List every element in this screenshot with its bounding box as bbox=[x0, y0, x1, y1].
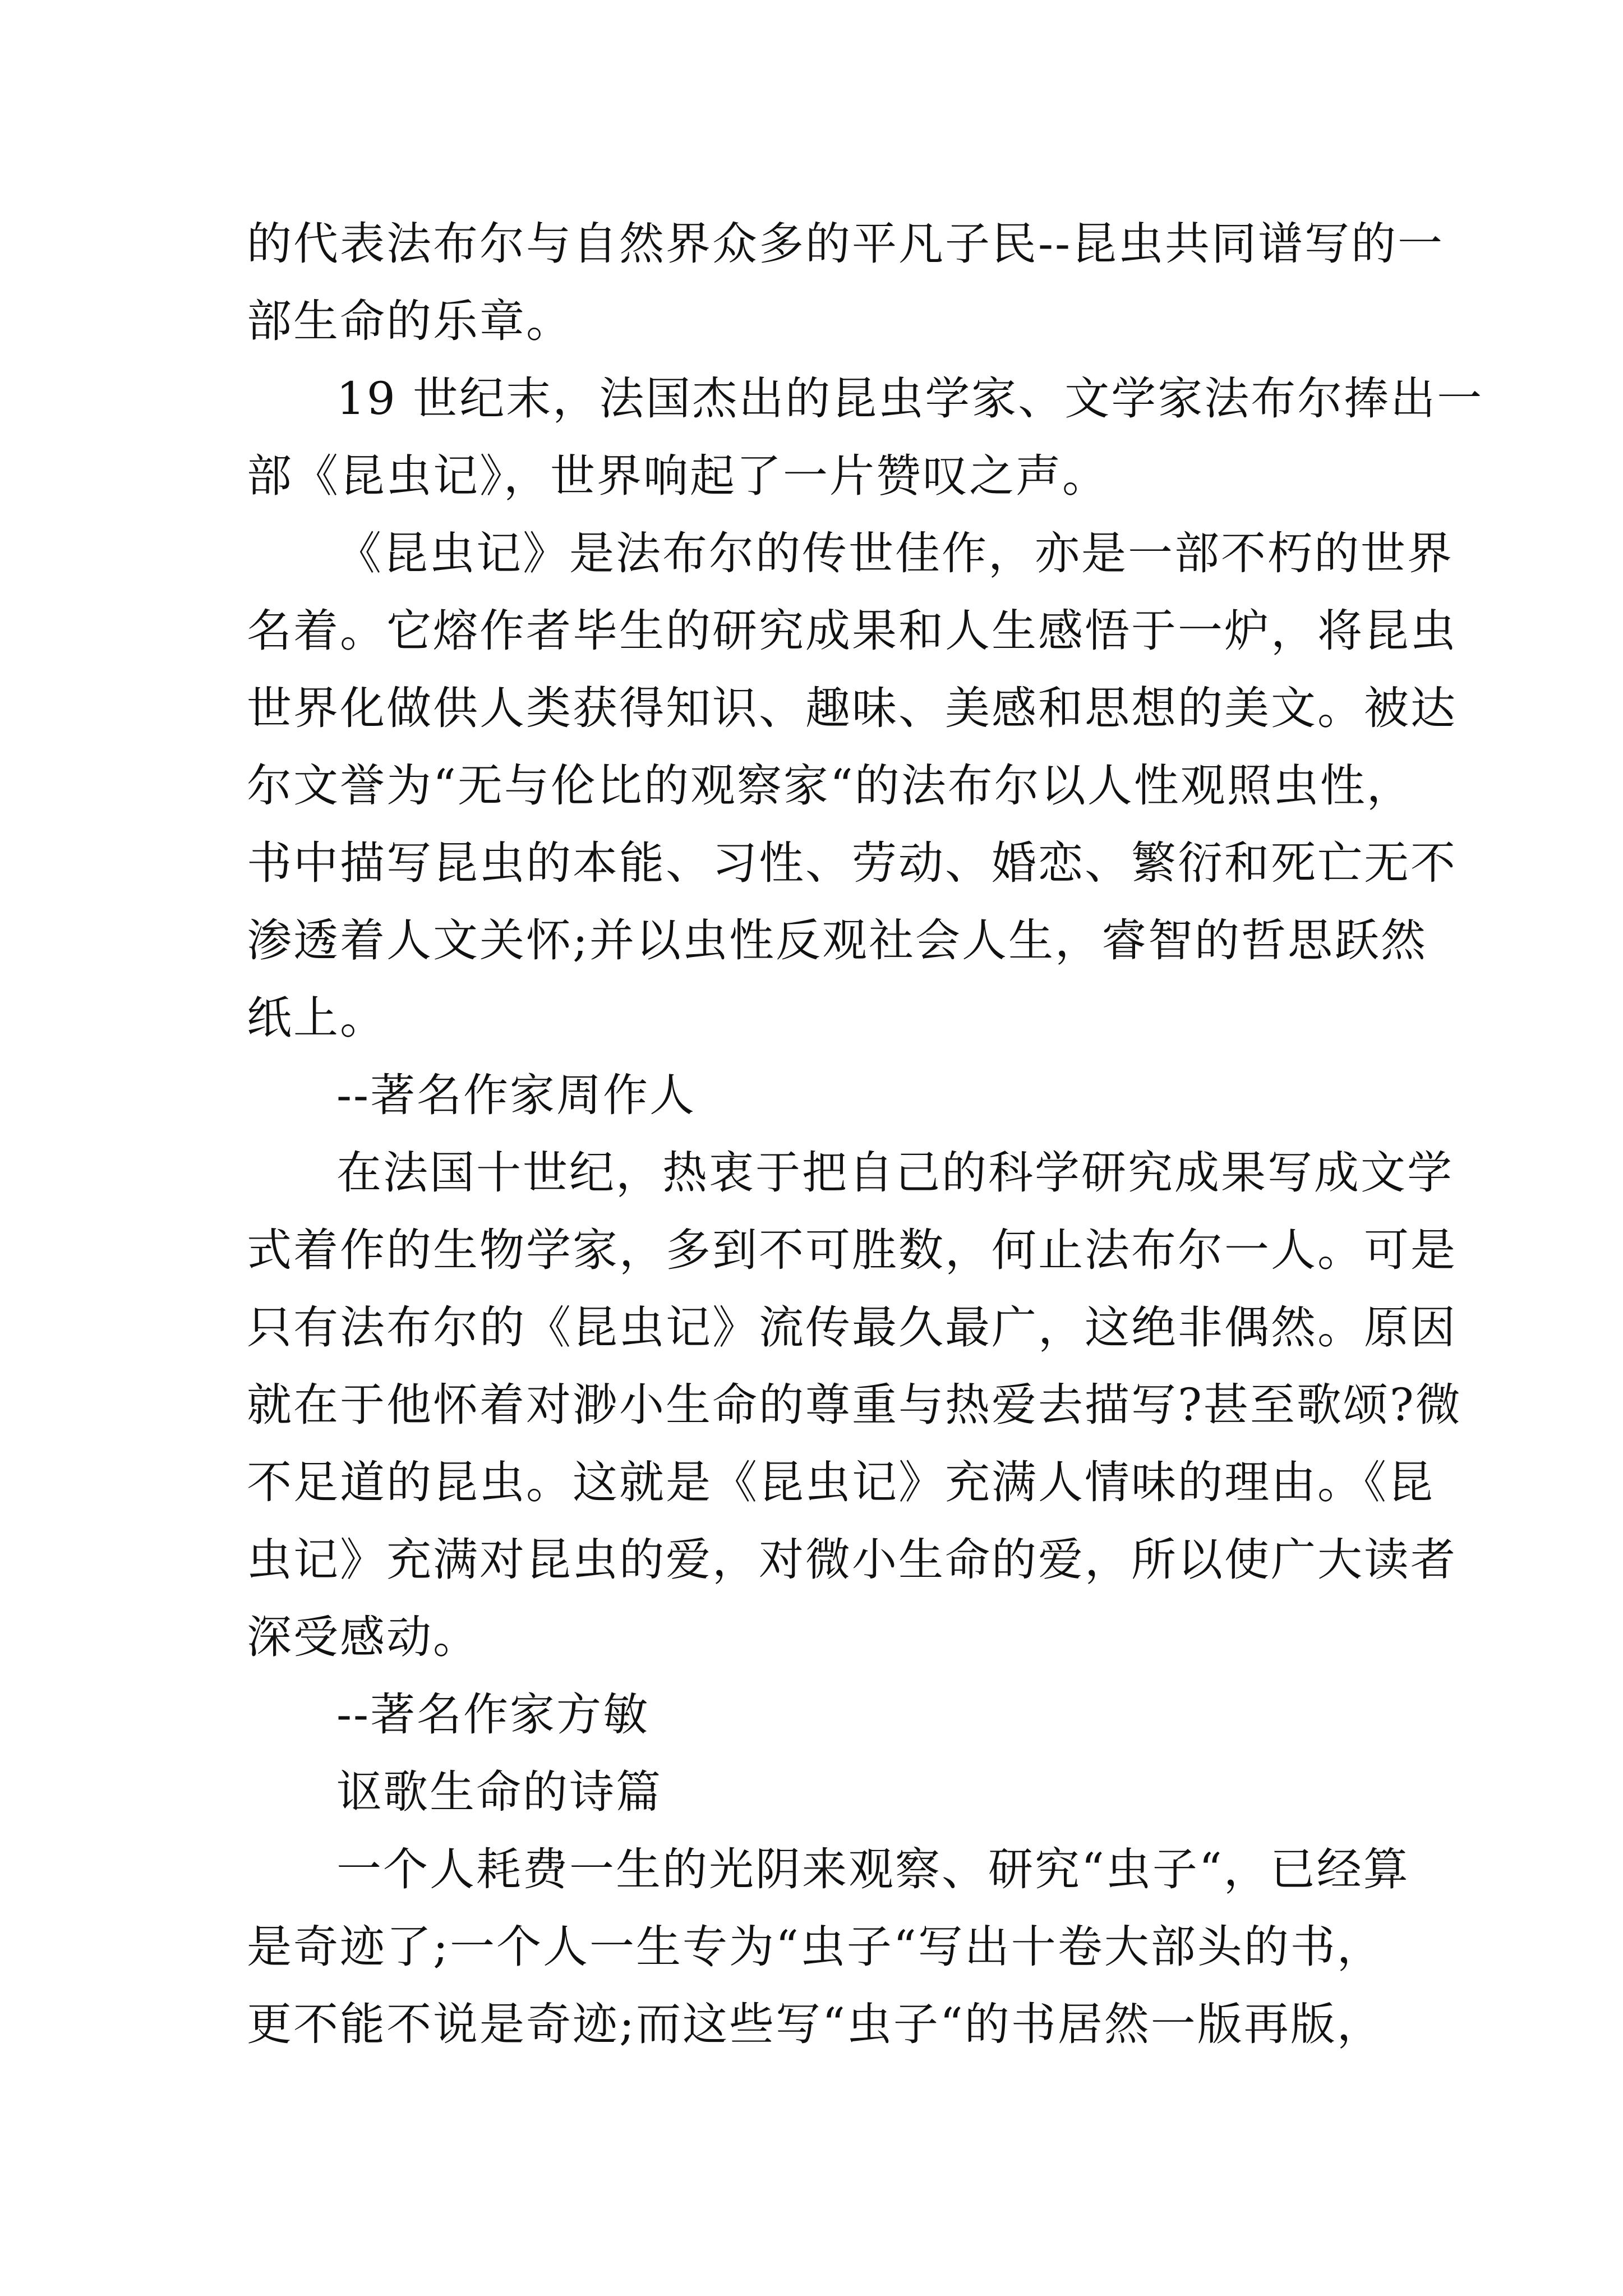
text-line: 书中描写昆虫的本能、习性、劳动、婚恋、繁衍和死亡无不 bbox=[247, 837, 1457, 889]
text-line: 部生命的乐章。 bbox=[247, 295, 573, 347]
text-line: 式着作的生物学家，多到不可胜数，何止法布尔一人。可是 bbox=[247, 1224, 1457, 1276]
text-line: 部《昆虫记》，世界响起了一片赞叹之声。 bbox=[247, 450, 1109, 502]
text-line: 名着。它熔作者毕生的研究成果和人生感悟于一炉，将昆虫 bbox=[247, 605, 1457, 657]
section-heading: 讴歌生命的诗篇 bbox=[336, 1766, 662, 1818]
attribution: --著名作家方敏 bbox=[336, 1688, 650, 1741]
text-line: 纸上。 bbox=[247, 992, 386, 1044]
text-line: 一个人耗费一生的光阴来观察、研究“虫子“，已经算 bbox=[336, 1843, 1410, 1895]
text-line: 19 世纪末，法国杰出的昆虫学家、文学家法布尔捧出一 bbox=[336, 372, 1484, 425]
text-line: 就在于他怀着对渺小生命的尊重与热爱去描写?甚至歌颂?微 bbox=[247, 1379, 1462, 1431]
text-line: 是奇迹了;一个人一生专为“虫子“写出十卷大部头的书， bbox=[247, 1921, 1384, 1973]
text-line: 不足道的昆虫。这就是《昆虫记》充满人情味的理由。《昆 bbox=[247, 1456, 1435, 1508]
text-line: 的代表法布尔与自然界众多的平凡子民--昆虫共同谱写的一 bbox=[247, 218, 1445, 270]
text-line: 《昆虫记》是法布尔的传世佳作，亦是一部不朽的世界 bbox=[336, 527, 1454, 579]
attribution: --著名作家周作人 bbox=[336, 1069, 697, 1121]
text-line: 深受感动。 bbox=[247, 1611, 479, 1663]
text-line: 尔文誉为“无与伦比的观察家“的法布尔以人性观照虫性， bbox=[247, 760, 1413, 812]
text-line: 渗透着人文关怀;并以虫性反观社会人生，睿智的哲思跃然 bbox=[247, 914, 1427, 967]
text-line: 只有法布尔的《昆虫记》流传最久最广，这绝非偶然。原因 bbox=[247, 1301, 1457, 1354]
text-line: 世界化做供人类获得知识、趣味、美感和思想的美文。被达 bbox=[247, 682, 1457, 734]
text-line: 更不能不说是奇迹;而这些写“虫子“的书居然一版再版， bbox=[247, 1998, 1384, 2050]
text-line: 在法国十世纪，热衷于把自己的科学研究成果写成文学 bbox=[336, 1147, 1454, 1199]
text-line: 虫记》充满对昆虫的爱，对微小生命的爱，所以使广大读者 bbox=[247, 1534, 1457, 1586]
